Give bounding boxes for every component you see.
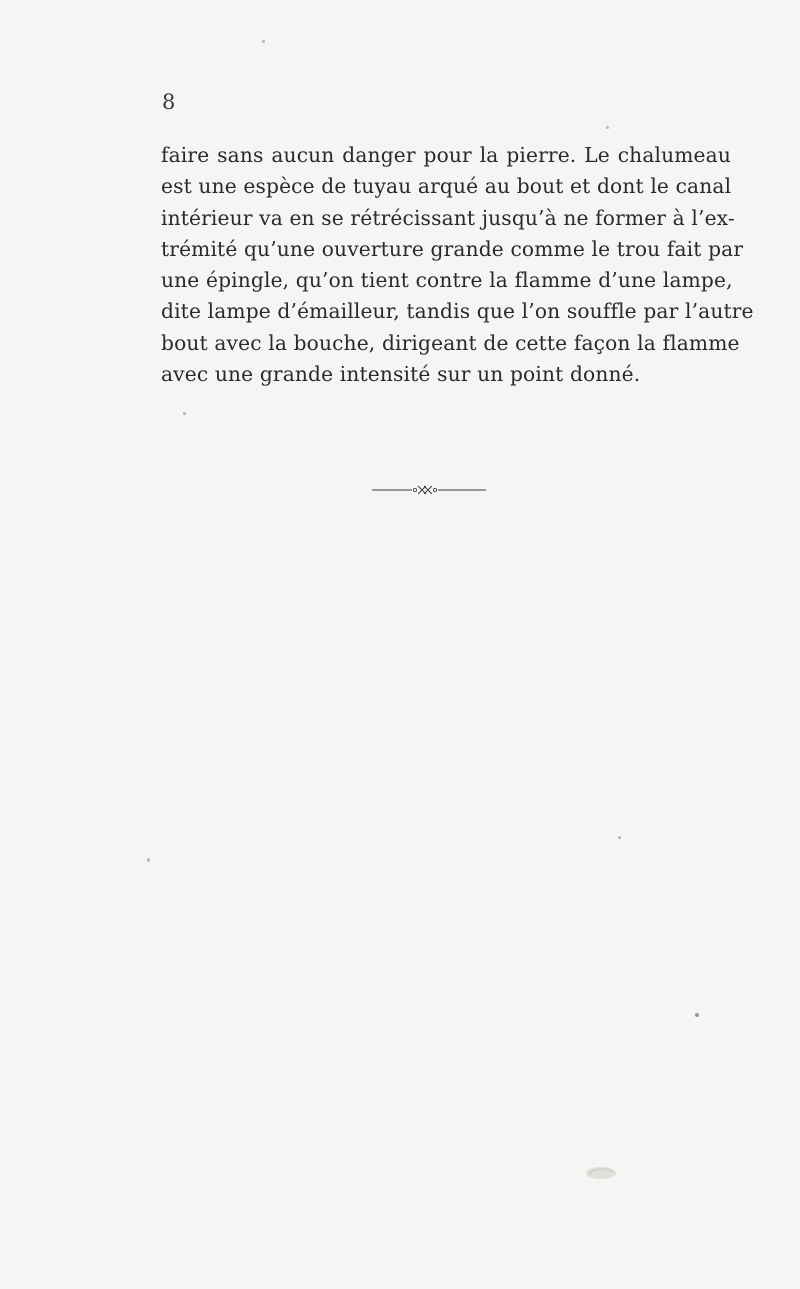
ornament-flourish-icon [372,482,486,498]
page-number: 8 [162,90,176,114]
paragraph-line: est une espèce de tuyau arqué au bout et dont le canal [161,174,732,199]
paper-speck [183,412,186,415]
paper-speck [262,40,265,43]
paragraph-line: intérieur va en se rétrécissant jusqu’à ne former à l’ex- [161,205,735,230]
paragraph-line: trémité qu’une ouverture grande comme le trou fait par [161,236,744,261]
paper-speck [618,836,621,839]
paper-speck [147,858,150,862]
paragraph-line: faire sans aucun danger pour la pierre. Le chalumeau [161,143,731,167]
paper-speck [606,126,609,129]
paragraph-line: dite lampe d’émailleur, tandis que l’on souffle par l’autre [161,299,754,324]
paragraph-line: bout avec la bouche, dirigeant de cette façon la flamme [161,330,740,355]
paper-stain [583,1162,623,1184]
paragraph [161,140,754,390]
paragraph-line: une épingle, qu’on tient contre la flamme d’une lampe, [161,268,733,293]
paper-speck [695,1013,699,1017]
paragraph-line: avec une grande intensité sur un point donné. [161,362,641,387]
